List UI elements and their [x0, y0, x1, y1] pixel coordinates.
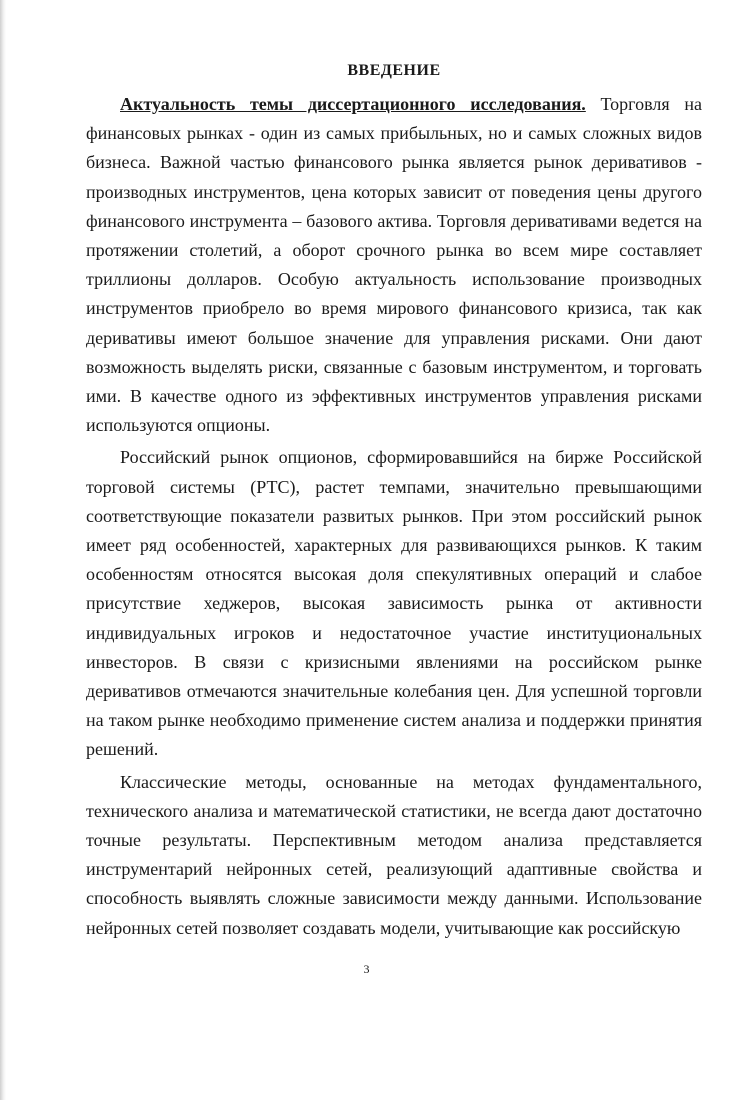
page-number: 3: [363, 962, 370, 976]
scan-edge-shadow: [0, 0, 6, 1100]
section-heading: ВВЕДЕНИЕ: [347, 62, 441, 79]
document-body: [86, 62, 702, 943]
paragraph-relevance: [86, 90, 702, 440]
paragraph-relevance-text: Торговля на финансовых рынках - один из самых прибыльных, но и самых сложных видов бизнеса. Важной частью финансового рынка является рынок деривативов - производных инструментов, цена которых зависит от поведения цены другого финансового инструмента – базового актива. Торговля деривативами ведется на протяжении столетий, а оборот срочного рынка во всем мире составляет триллионы долларов. Особую актуальность использование производных инструментов приобрело во время мирового финансового кризиса, так как деривативы имеют большое значение для управления рисками. Они дают возможность выделять риски, связанные с базовым инструментом, и торговать ими. В качестве одного из эффективных инструментов управления рисками используются опционы.: [86, 94, 702, 436]
paragraph-russian-options-market: Российский рынок опционов, сформировавшийся на бирже Российской торговой системы (РТС), растет темпами, значительно превышающими соответствующие показатели развитых рынков. При этом российский рынок имеет ряд особенностей, характерных для развивающихся рынков. К таким особенностям относятся высокая доля спекулятивных операций и слабое присутствие хеджеров, высокая зависимость рынка от активности индивидуальных игроков и недостаточное участие институциональных инвесторов. В связи с кризисными явлениями на российском рынке деривативов отмечаются значительные колебания цен. Для успешной торговли на таком рынке необходимо применение систем анализа и поддержки принятия решений.: [86, 447, 702, 760]
paragraph-classical-methods: Классические методы, основанные на методах фундаментального, технического анализа и математической статистики, не всегда дают достаточно точные результаты. Перспективным методом анализа представляется инструментарий нейронных сетей, реализующий адаптивные свойства и способность выявлять сложные зависимости между данными. Использование нейронных сетей позволяет создавать модели, учитывающие как российскую: [86, 771, 702, 938]
relevance-lead-phrase: Актуальность темы диссертационного исследования.: [120, 94, 586, 114]
